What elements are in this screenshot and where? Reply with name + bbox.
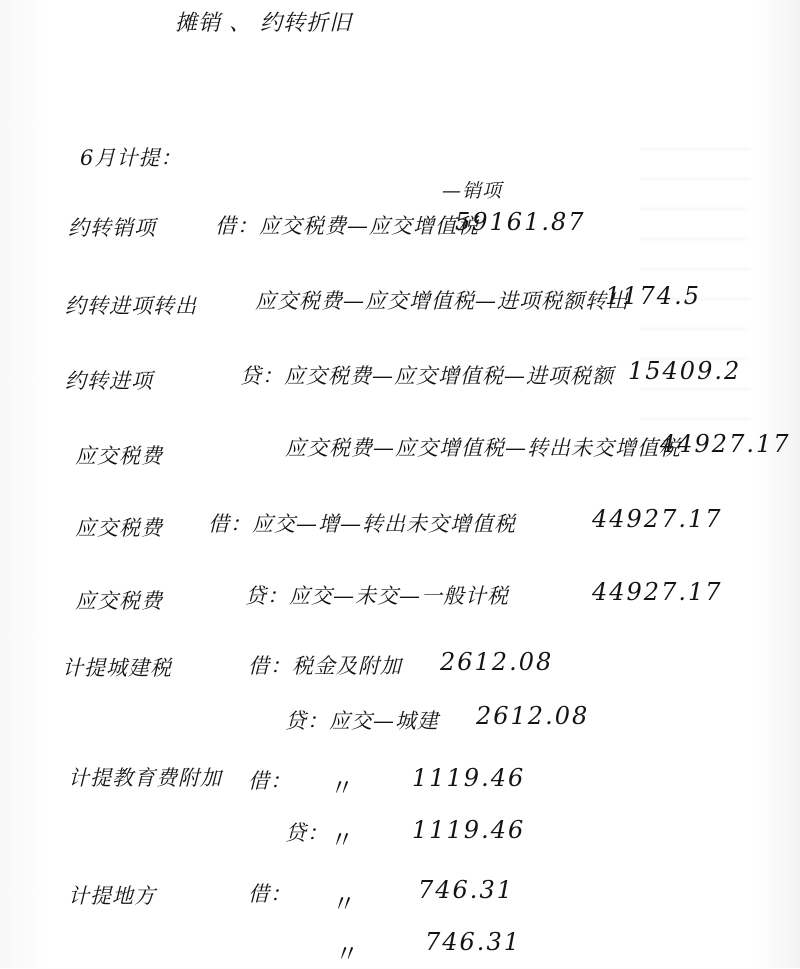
month-heading: 6月计提： (80, 146, 183, 170)
row-entry: 贷： (285, 821, 329, 845)
ditto-mark: 〃 (332, 890, 357, 918)
row-entry: 应交税费—应交增值税—进项税额转出 (255, 289, 629, 313)
row-label: 约转销项 (68, 216, 156, 240)
row-amount: 2612.08 (476, 702, 590, 730)
row-entry: 应交税费—应交增值税—转出未交增值税 (285, 436, 681, 460)
row-amount: 44927.17 (660, 430, 791, 458)
row-amount: 15409.2 (628, 357, 742, 385)
row-label: 计提城建税 (62, 656, 172, 680)
ditto-mark: 〃 (330, 774, 355, 802)
row-label: 应交税费 (75, 589, 163, 613)
row-amount: 2612.08 (440, 648, 554, 676)
row-entry: 借：应交—增—转出未交增值税 (208, 512, 516, 536)
row-label: 计提地方 (68, 884, 156, 908)
row-amount: 59161.87 (455, 208, 586, 236)
row-label: 约转进项 (65, 369, 153, 393)
ditto-mark: 〃 (335, 940, 360, 968)
row-amount: 44927.17 (592, 578, 723, 606)
page-title: 摊销 、 约转折旧 (175, 11, 352, 36)
row-amount: 1174.5 (605, 282, 701, 310)
row-label: 应交税费 (75, 444, 163, 468)
row-entry: 借： (248, 882, 292, 906)
row-amount: 1119.46 (412, 764, 526, 792)
row-entry: 贷：应交—城建 (285, 709, 439, 733)
row-entry: 贷：应交—未交—一般计税 (245, 584, 509, 608)
row-label: 约转进项转出 (65, 294, 197, 318)
row-entry: 借： (248, 769, 292, 793)
row-amount: 1119.46 (412, 816, 526, 844)
row-entry: 借：税金及附加 (248, 654, 402, 678)
row-entry: 借：应交税费—应交增值税 (215, 214, 479, 238)
row-entry: 贷：应交税费—应交增值税—进项税额 (240, 364, 614, 388)
row-label: 计提教育费附加 (68, 766, 222, 790)
ditto-mark: 〃 (330, 826, 355, 854)
row-amount: 746.31 (425, 928, 521, 956)
row-amount: 746.31 (418, 876, 514, 904)
row-label: 应交税费 (75, 516, 163, 540)
row-amount: 44927.17 (592, 505, 723, 533)
sub-note: —销项 (442, 180, 503, 202)
